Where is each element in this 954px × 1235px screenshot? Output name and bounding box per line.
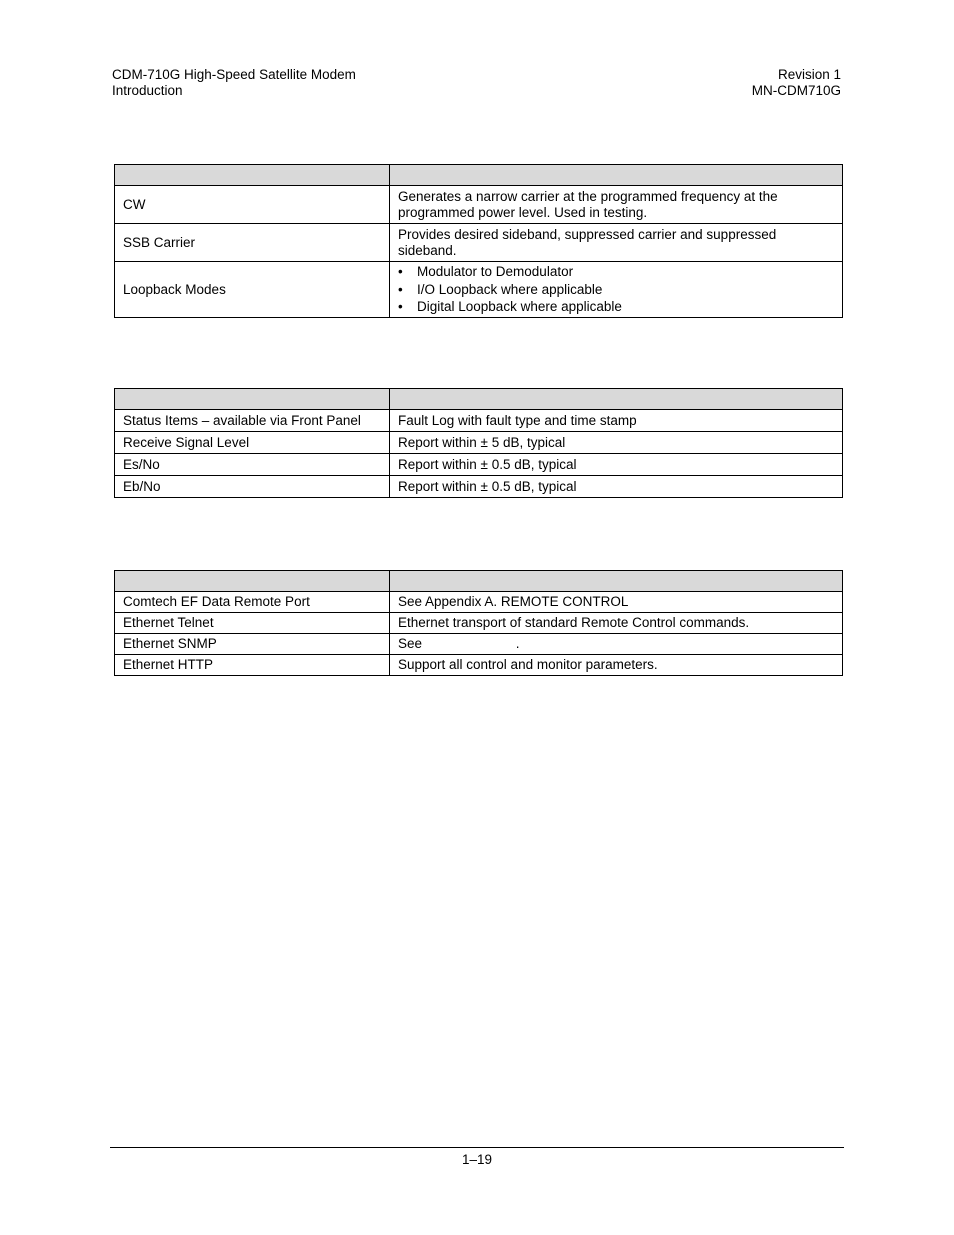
- list-item: • Digital Loopback where applicable: [398, 298, 834, 316]
- row-label: Receive Signal Level: [115, 432, 390, 454]
- test-modes-table: [114, 164, 843, 318]
- table-row: [115, 476, 843, 498]
- revision-label: Revision 1: [777, 67, 841, 82]
- table-row: [115, 410, 843, 432]
- row-label: Loopback Modes: [115, 262, 390, 318]
- page-number: 1–19: [461, 1152, 493, 1167]
- page-header-right: [752, 67, 841, 99]
- row-description: Provides desired sideband, suppressed carrier and suppressed sideband.: [390, 224, 843, 262]
- list-item: • I/O Loopback where applicable: [398, 281, 834, 299]
- table-row: [115, 634, 843, 655]
- table-row: [115, 613, 843, 634]
- row-description: See Appendix A. REMOTE CONTROL: [390, 592, 843, 613]
- table-header-row: [115, 389, 843, 410]
- table-row: [115, 224, 843, 262]
- page-header-left: [112, 67, 356, 99]
- monitor-table: [114, 388, 843, 498]
- table-header-row: [115, 571, 843, 592]
- row-label: Ethernet SNMP: [115, 634, 390, 655]
- table-row: [115, 655, 843, 676]
- section-name: Introduction: [112, 83, 183, 98]
- footer-divider: [110, 1147, 844, 1148]
- table-row: [115, 186, 843, 224]
- row-description: Ethernet transport of standard Remote Control commands.: [390, 613, 843, 634]
- row-label: Eb/No: [115, 476, 390, 498]
- bullet-list: [398, 263, 834, 316]
- row-description: Report within ± 0.5 dB, typical: [390, 476, 843, 498]
- row-label: Comtech EF Data Remote Port: [115, 592, 390, 613]
- row-label: Es/No: [115, 454, 390, 476]
- row-description: Report within ± 0.5 dB, typical: [390, 454, 843, 476]
- row-label: CW: [115, 186, 390, 224]
- document-number: MN-CDM710G: [751, 83, 841, 98]
- list-item: • Modulator to Demodulator: [398, 263, 834, 281]
- table-row: [115, 262, 843, 318]
- row-label: Ethernet HTTP: [115, 655, 390, 676]
- row-description: Support all control and monitor parameters.: [390, 655, 843, 676]
- row-label: Ethernet Telnet: [115, 613, 390, 634]
- table-row: [115, 592, 843, 613]
- table-header-row: [115, 165, 843, 186]
- row-description: Generates a narrow carrier at the programmed frequency at the programmed power level. Used in testing.: [390, 186, 843, 224]
- row-description: Report within ± 5 dB, typical: [390, 432, 843, 454]
- row-description: See .: [390, 634, 843, 655]
- row-label: SSB Carrier: [115, 224, 390, 262]
- row-label: Status Items – available via Front Panel: [115, 410, 390, 432]
- row-description: [390, 262, 843, 318]
- table-row: [115, 454, 843, 476]
- table-row: [115, 432, 843, 454]
- document-title: CDM-710G High-Speed Satellite Modem: [112, 67, 356, 82]
- row-description: Fault Log with fault type and time stamp: [390, 410, 843, 432]
- remote-control-table: [114, 570, 843, 676]
